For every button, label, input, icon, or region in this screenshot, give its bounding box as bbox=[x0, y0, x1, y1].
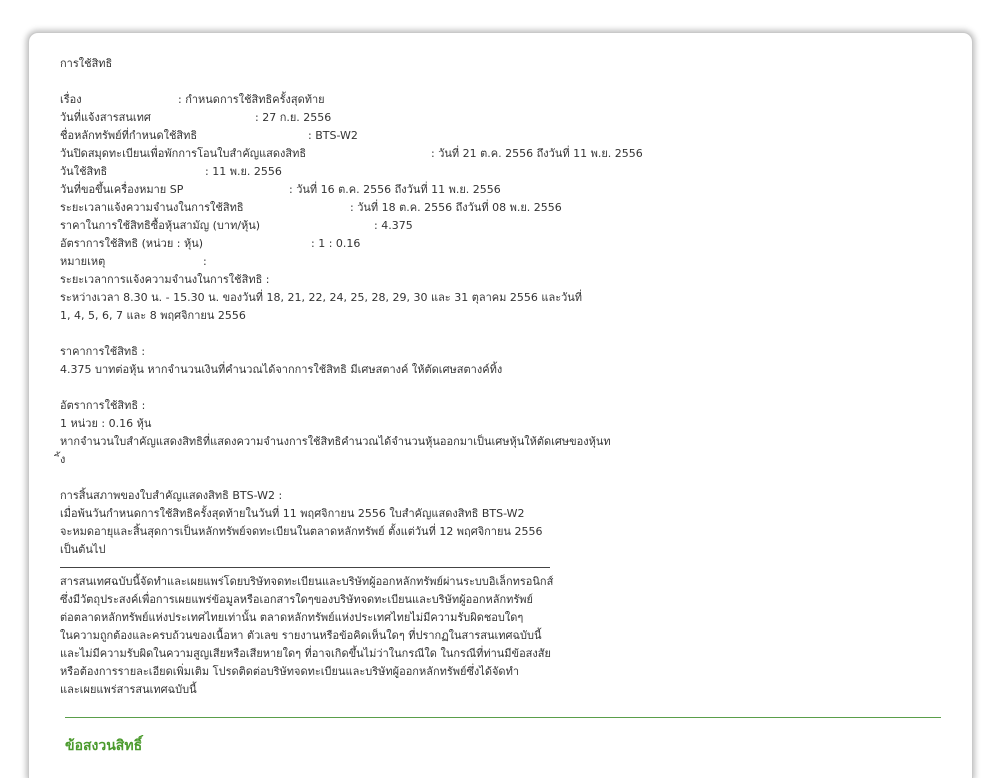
price-text: 4.375 บาทต่อหุ้น หากจำนวนเงินที่คำนวณได้จากการใช้สิทธิ มีเศษสตางค์ ให้ตัดเศษสตางค์ทิ้ง bbox=[60, 363, 503, 376]
document-card bbox=[28, 32, 973, 778]
section-divider bbox=[65, 717, 941, 718]
disclaimer-line: ซึ่งมีวัตถุประสงค์เพื่อการเผยแพร่ข้อมูลหรือเอกสารใดๆของบริษัทจดทะเบียนและบริษัทผู้ออกหลักทรัพย์ bbox=[60, 593, 534, 606]
document-heading: การใช้สิทธิ bbox=[60, 57, 113, 70]
disclaimer-line: หรือต้องการรายละเอียดเพิ่มเติม โปรดติดต่อบริษัทจดทะเบียนและบริษัทผู้ออกหลักทรัพย์ซึ่งได้จัดทำ bbox=[60, 665, 519, 678]
field-row-exercise-ratio bbox=[60, 235, 940, 253]
field-row-exercise-price bbox=[60, 217, 940, 235]
price-title: ราคาการใช้สิทธิ : bbox=[60, 345, 146, 358]
field-label: วันที่แจ้งสารสนเทศ bbox=[60, 111, 151, 124]
disclaimer-line: และเผยแพร่สารสนเทศฉบับนี้ bbox=[60, 683, 197, 696]
field-row-security-name bbox=[60, 127, 940, 145]
ratio-title: อัตราการใช้สิทธิ : bbox=[60, 399, 146, 412]
divider bbox=[60, 567, 550, 568]
field-value: : 1 : 0.16 bbox=[311, 237, 361, 250]
expiry-text: เมื่อพ้นวันกำหนดการใช้สิทธิครั้งสุดท้ายในวันที่ 11 พฤศจิกายน 2556 ใบสำคัญแสดงสิทธิ BTS-W2 bbox=[60, 507, 525, 520]
disclaimer-line: และไม่มีความรับผิดในความสูญเสียหรือเสียหายใดๆ ที่อาจเกิดขึ้นไม่ว่าในกรณีใด ในกรณีที่ท่านมีข้อสงสัย bbox=[60, 647, 551, 660]
field-label: ราคาในการใช้สิทธิซื้อหุ้นสามัญ (บาท/หุ้น) bbox=[60, 219, 261, 232]
ratio-text: ิ้ง bbox=[60, 453, 66, 466]
field-row-announce-date bbox=[60, 109, 940, 127]
field-row-notice-period bbox=[60, 199, 940, 217]
field-value: : BTS-W2 bbox=[308, 129, 358, 142]
field-row-sp-date bbox=[60, 181, 940, 199]
field-value: : 27 ก.ย. 2556 bbox=[255, 111, 332, 124]
expiry-text: เป็นต้นไป bbox=[60, 543, 106, 556]
disclaimer-line: สารสนเทศฉบับนี้จัดทำและเผยแพร่โดยบริษัทจดทะเบียนและบริษัทผู้ออกหลักทรัพย์ผ่านระบบอิเล็กทรอนิกส์ bbox=[60, 575, 554, 588]
field-label: หมายเหตุ bbox=[60, 255, 106, 268]
notice-period-text: ระหว่างเวลา 8.30 น. - 15.30 น. ของวันที่ 18, 21, 22, 24, 25, 28, 29, 30 และ 31 ตุลาคม 2556 และวันที่ bbox=[60, 291, 583, 304]
expiry-text: จะหมดอายุและสิ้นสุดการเป็นหลักทรัพย์จดทะเบียนในตลาดหลักทรัพย์ ตั้งแต่วันที่ 12 พฤศจิกายน 2556 bbox=[60, 525, 543, 538]
section-title: ข้อสงวนสิทธิ์ bbox=[65, 738, 143, 754]
notice-period-title: ระยะเวลาการแจ้งความจำนงในการใช้สิทธิ : bbox=[60, 273, 270, 286]
field-label: วันที่ขอขึ้นเครื่องหมาย SP bbox=[60, 183, 184, 196]
notice-period-text: 1, 4, 5, 6, 7 และ 8 พฤศจิกายน 2556 bbox=[60, 309, 246, 322]
field-label: ระยะเวลาแจ้งความจำนงในการใช้สิทธิ bbox=[60, 201, 244, 214]
field-label: ชื่อหลักทรัพย์ที่กำหนดใช้สิทธิ bbox=[60, 129, 198, 142]
field-row-book-closing bbox=[60, 145, 940, 163]
disclaimer-line: ต่อตลาดหลักทรัพย์แห่งประเทศไทยเท่านั้น ตลาดหลักทรัพย์แห่งประเทศไทยไม่มีความรับผิดชอบใดๆ bbox=[60, 611, 524, 624]
ratio-text: 1 หน่วย : 0.16 หุ้น bbox=[60, 417, 152, 430]
field-value: : 4.375 bbox=[374, 219, 413, 232]
document-content bbox=[60, 55, 940, 699]
field-label: เรื่อง bbox=[60, 93, 82, 106]
field-value: : วันที่ 18 ต.ค. 2556 ถึงวันที่ 08 พ.ย. 2556 bbox=[350, 201, 562, 214]
field-row-remark bbox=[60, 253, 940, 271]
field-value: : วันที่ 21 ต.ค. 2556 ถึงวันที่ 11 พ.ย. 2556 bbox=[431, 147, 643, 160]
field-row-subject bbox=[60, 91, 940, 109]
field-label: อัตราการใช้สิทธิ (หน่วย : หุ้น) bbox=[60, 237, 204, 250]
field-value: : bbox=[203, 255, 207, 268]
field-value: : กำหนดการใช้สิทธิครั้งสุดท้าย bbox=[178, 93, 325, 106]
field-value: : 11 พ.ย. 2556 bbox=[205, 165, 282, 178]
ratio-text: หากจำนวนใบสำคัญแสดงสิทธิที่แสดงความจำนงการใช้สิทธิคำนวณได้จำนวนหุ้นออกมาเป็นเศษหุ้นให้ตัดเศษของหุ้นท bbox=[60, 435, 611, 448]
expiry-title: การสิ้นสภาพของใบสำคัญแสดงสิทธิ BTS-W2 : bbox=[60, 489, 283, 502]
disclaimer-line: ในความถูกต้องและครบถ้วนของเนื้อหา ตัวเลข รายงานหรือข้อคิดเห็นใดๆ ที่ปรากฏในสารสนเทศฉบับนี้ bbox=[60, 629, 542, 642]
field-value: : วันที่ 16 ต.ค. 2556 ถึงวันที่ 11 พ.ย. 2556 bbox=[289, 183, 501, 196]
field-label: วันปิดสมุดทะเบียนเพื่อพักการโอนใบสำคัญแสดงสิทธิ bbox=[60, 147, 307, 160]
field-row-exercise-date bbox=[60, 163, 940, 181]
field-label: วันใช้สิทธิ bbox=[60, 165, 108, 178]
